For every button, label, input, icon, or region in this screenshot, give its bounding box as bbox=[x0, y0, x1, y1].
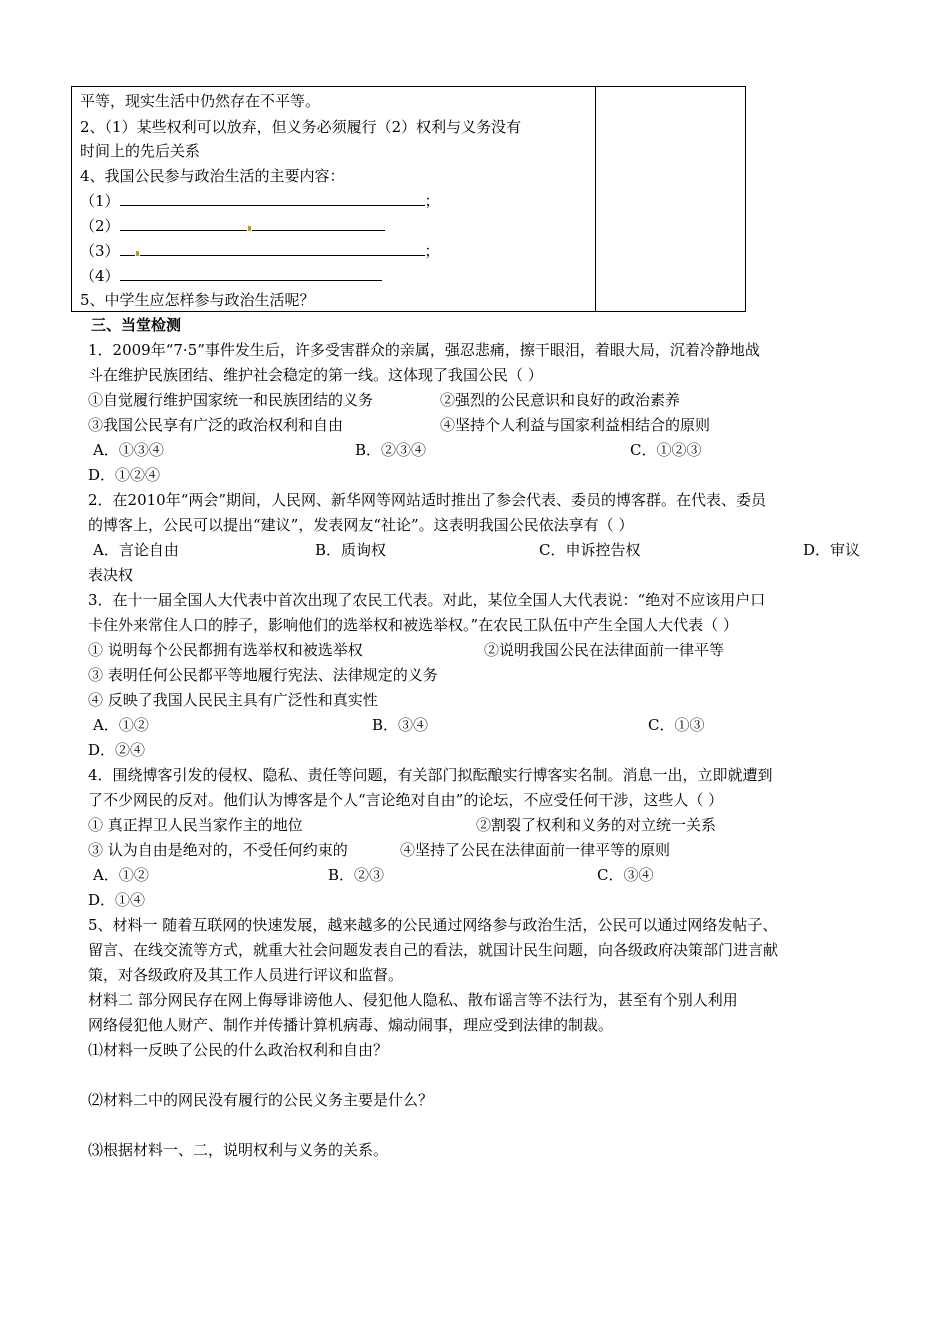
q2-option-d-wrap: 表决权 bbox=[88, 566, 134, 584]
q4-item: ④坚持了公民在法律面前一律平等的原则 bbox=[400, 841, 671, 859]
q2-stem: 2．在2010年“两会”期间，人民网、新华网等网站适时推出了参会代表、委员的博客群。在代表、委员 bbox=[88, 491, 767, 509]
section-title: 三、当堂检测 bbox=[91, 316, 182, 334]
q4-stem: 了不少网民的反对。他们认为博客是个人“言论绝对自由”的论坛，不应受任何干涉，这些人（ ） bbox=[88, 791, 724, 809]
q4-item: ②割裂了权利和义务的对立统一关系 bbox=[476, 816, 717, 834]
q5-sub-question-2: ⑵材料二中的网民没有履行的公民义务主要是什么？ bbox=[88, 1091, 434, 1109]
q4-option-a: A．①② bbox=[93, 866, 149, 884]
q1-item: ③我国公民享有广泛的政治权利和自由 bbox=[88, 416, 344, 434]
q4-option-b: B．②③ bbox=[328, 866, 385, 884]
stray-mark bbox=[248, 226, 251, 231]
fill-blank[interactable] bbox=[140, 241, 425, 256]
q3-stem: 卡住外来常住人口的脖子，影响他们的选举权和被选举权。”在农民工队伍中产生全国人大代表（ ） bbox=[88, 616, 738, 634]
fill-blank[interactable] bbox=[120, 216, 247, 231]
q3-item: ②说明我国公民在法律面前一律平等 bbox=[484, 641, 725, 659]
q5-material-2: 网络侵犯他人财产、制作并传播计算机病毒、煽动闹事，理应受到法律的制裁。 bbox=[88, 1016, 614, 1034]
q5-material-2: 材料二 部分网民存在网上侮辱诽谤他人、侵犯他人隐私、散布谣言等不法行为，甚至有个别人利用 bbox=[88, 991, 738, 1009]
q1-option-a: A．①③④ bbox=[93, 441, 164, 459]
fill-blank[interactable] bbox=[120, 191, 425, 206]
fill-blank[interactable] bbox=[120, 241, 135, 256]
q3-item: ③ 表明任何公民都平等地履行宪法、法律规定的义务 bbox=[88, 666, 438, 684]
q4-item: ① 真正捍卫人民当家作主的地位 bbox=[88, 816, 303, 834]
q3-item: ④ 反映了我国人民民主具有广泛性和真实性 bbox=[88, 691, 378, 709]
blank-line-4 bbox=[80, 266, 382, 286]
table-line: 时间上的先后关系 bbox=[80, 142, 201, 160]
q1-item: ②强烈的公民意识和良好的政治素养 bbox=[440, 391, 681, 409]
q1-item: ④坚持个人利益与国家利益相结合的原则 bbox=[440, 416, 711, 434]
q2-option-d: D．审议 bbox=[803, 541, 861, 559]
q3-item: ① 说明每个公民都拥有选举权和被选举权 bbox=[88, 641, 363, 659]
answer-table bbox=[71, 86, 746, 312]
q1-option-d: D．①②④ bbox=[88, 466, 161, 484]
blank-line-2 bbox=[80, 216, 385, 236]
fill-blank[interactable] bbox=[252, 216, 385, 231]
q5-sub-question-1: ⑴材料一反映了公民的什么政治权利和自由？ bbox=[88, 1041, 389, 1059]
q5-sub-question-3: ⑶根据材料一、二，说明权利与义务的关系。 bbox=[88, 1141, 389, 1159]
q4-item: ③ 认为自由是绝对的，不受任何约束的 bbox=[88, 841, 348, 859]
table-line: 平等，现实生活中仍然存在不平等。 bbox=[80, 92, 321, 110]
q5-material-1: 5、材料一 随着互联网的快速发展，越来越多的公民通过网络参与政治生活，公民可以通过网络发帖子、 bbox=[88, 916, 778, 934]
q2-option-a: A．言论自由 bbox=[93, 541, 179, 559]
q3-option-a: A．①② bbox=[93, 716, 149, 734]
q1-item: ①自觉履行维护国家统一和民族团结的义务 bbox=[88, 391, 374, 409]
semicolon: ； bbox=[424, 192, 440, 210]
blank-line-3 bbox=[80, 241, 440, 261]
q3-option-b: B．③④ bbox=[372, 716, 429, 734]
q2-option-c: C．申诉控告权 bbox=[539, 541, 641, 559]
blank-label: （4） bbox=[80, 267, 120, 285]
q5-material-1: 策，对各级政府及其工作人员进行评议和监督。 bbox=[88, 966, 404, 984]
q1-stem: 1．2009年“7·5”事件发生后，许多受害群众的亲属，强忍悲痛，擦干眼泪，着眼大局，沉着冷静地战 bbox=[88, 341, 760, 359]
q3-option-d: D．②④ bbox=[88, 741, 146, 759]
q2-option-b: B．质询权 bbox=[315, 541, 387, 559]
table-line: 4、我国公民参与政治生活的主要内容： bbox=[80, 167, 345, 185]
blank-line-1 bbox=[80, 191, 440, 211]
table-line: 5、中学生应怎样参与政治生活呢？ bbox=[80, 291, 315, 309]
q2-stem: 的博客上，公民可以提出“建议”，发表网友“社论”。这表明我国公民依法享有（ ） bbox=[88, 516, 634, 534]
q1-stem: 斗在维护民族团结、维护社会稳定的第一线。这体现了我国公民（ ） bbox=[88, 366, 543, 384]
table-line: 2、（1）某些权利可以放弃，但义务必须履行（2）权利与义务没有 bbox=[80, 118, 522, 136]
q3-stem: 3．在十一届全国人大代表中首次出现了农民工代表。对此，某位全国人大代表说：“绝对不应该用户口 bbox=[88, 591, 766, 609]
blank-label: （1） bbox=[80, 192, 120, 210]
q1-option-b: B．②③④ bbox=[355, 441, 427, 459]
blank-label: （3） bbox=[80, 242, 120, 260]
q5-material-1: 留言、在线交流等方式，就重大社会问题发表自己的看法，就国计民生问题，向各级政府决策部门进言献 bbox=[88, 941, 779, 959]
q4-option-c: C．③④ bbox=[597, 866, 654, 884]
fill-blank[interactable] bbox=[120, 266, 382, 281]
q3-option-c: C．①③ bbox=[648, 716, 705, 734]
table-divider bbox=[595, 87, 596, 311]
semicolon: ； bbox=[424, 242, 440, 260]
blank-label: （2） bbox=[80, 217, 120, 235]
q1-option-c: C．①②③ bbox=[630, 441, 702, 459]
stray-mark bbox=[136, 251, 139, 256]
q4-option-d: D．①④ bbox=[88, 891, 146, 909]
q4-stem: 4．围绕博客引发的侵权、隐私、责任等问题，有关部门拟酝酿实行博客实名制。消息一出，立即就遭到 bbox=[88, 766, 773, 784]
